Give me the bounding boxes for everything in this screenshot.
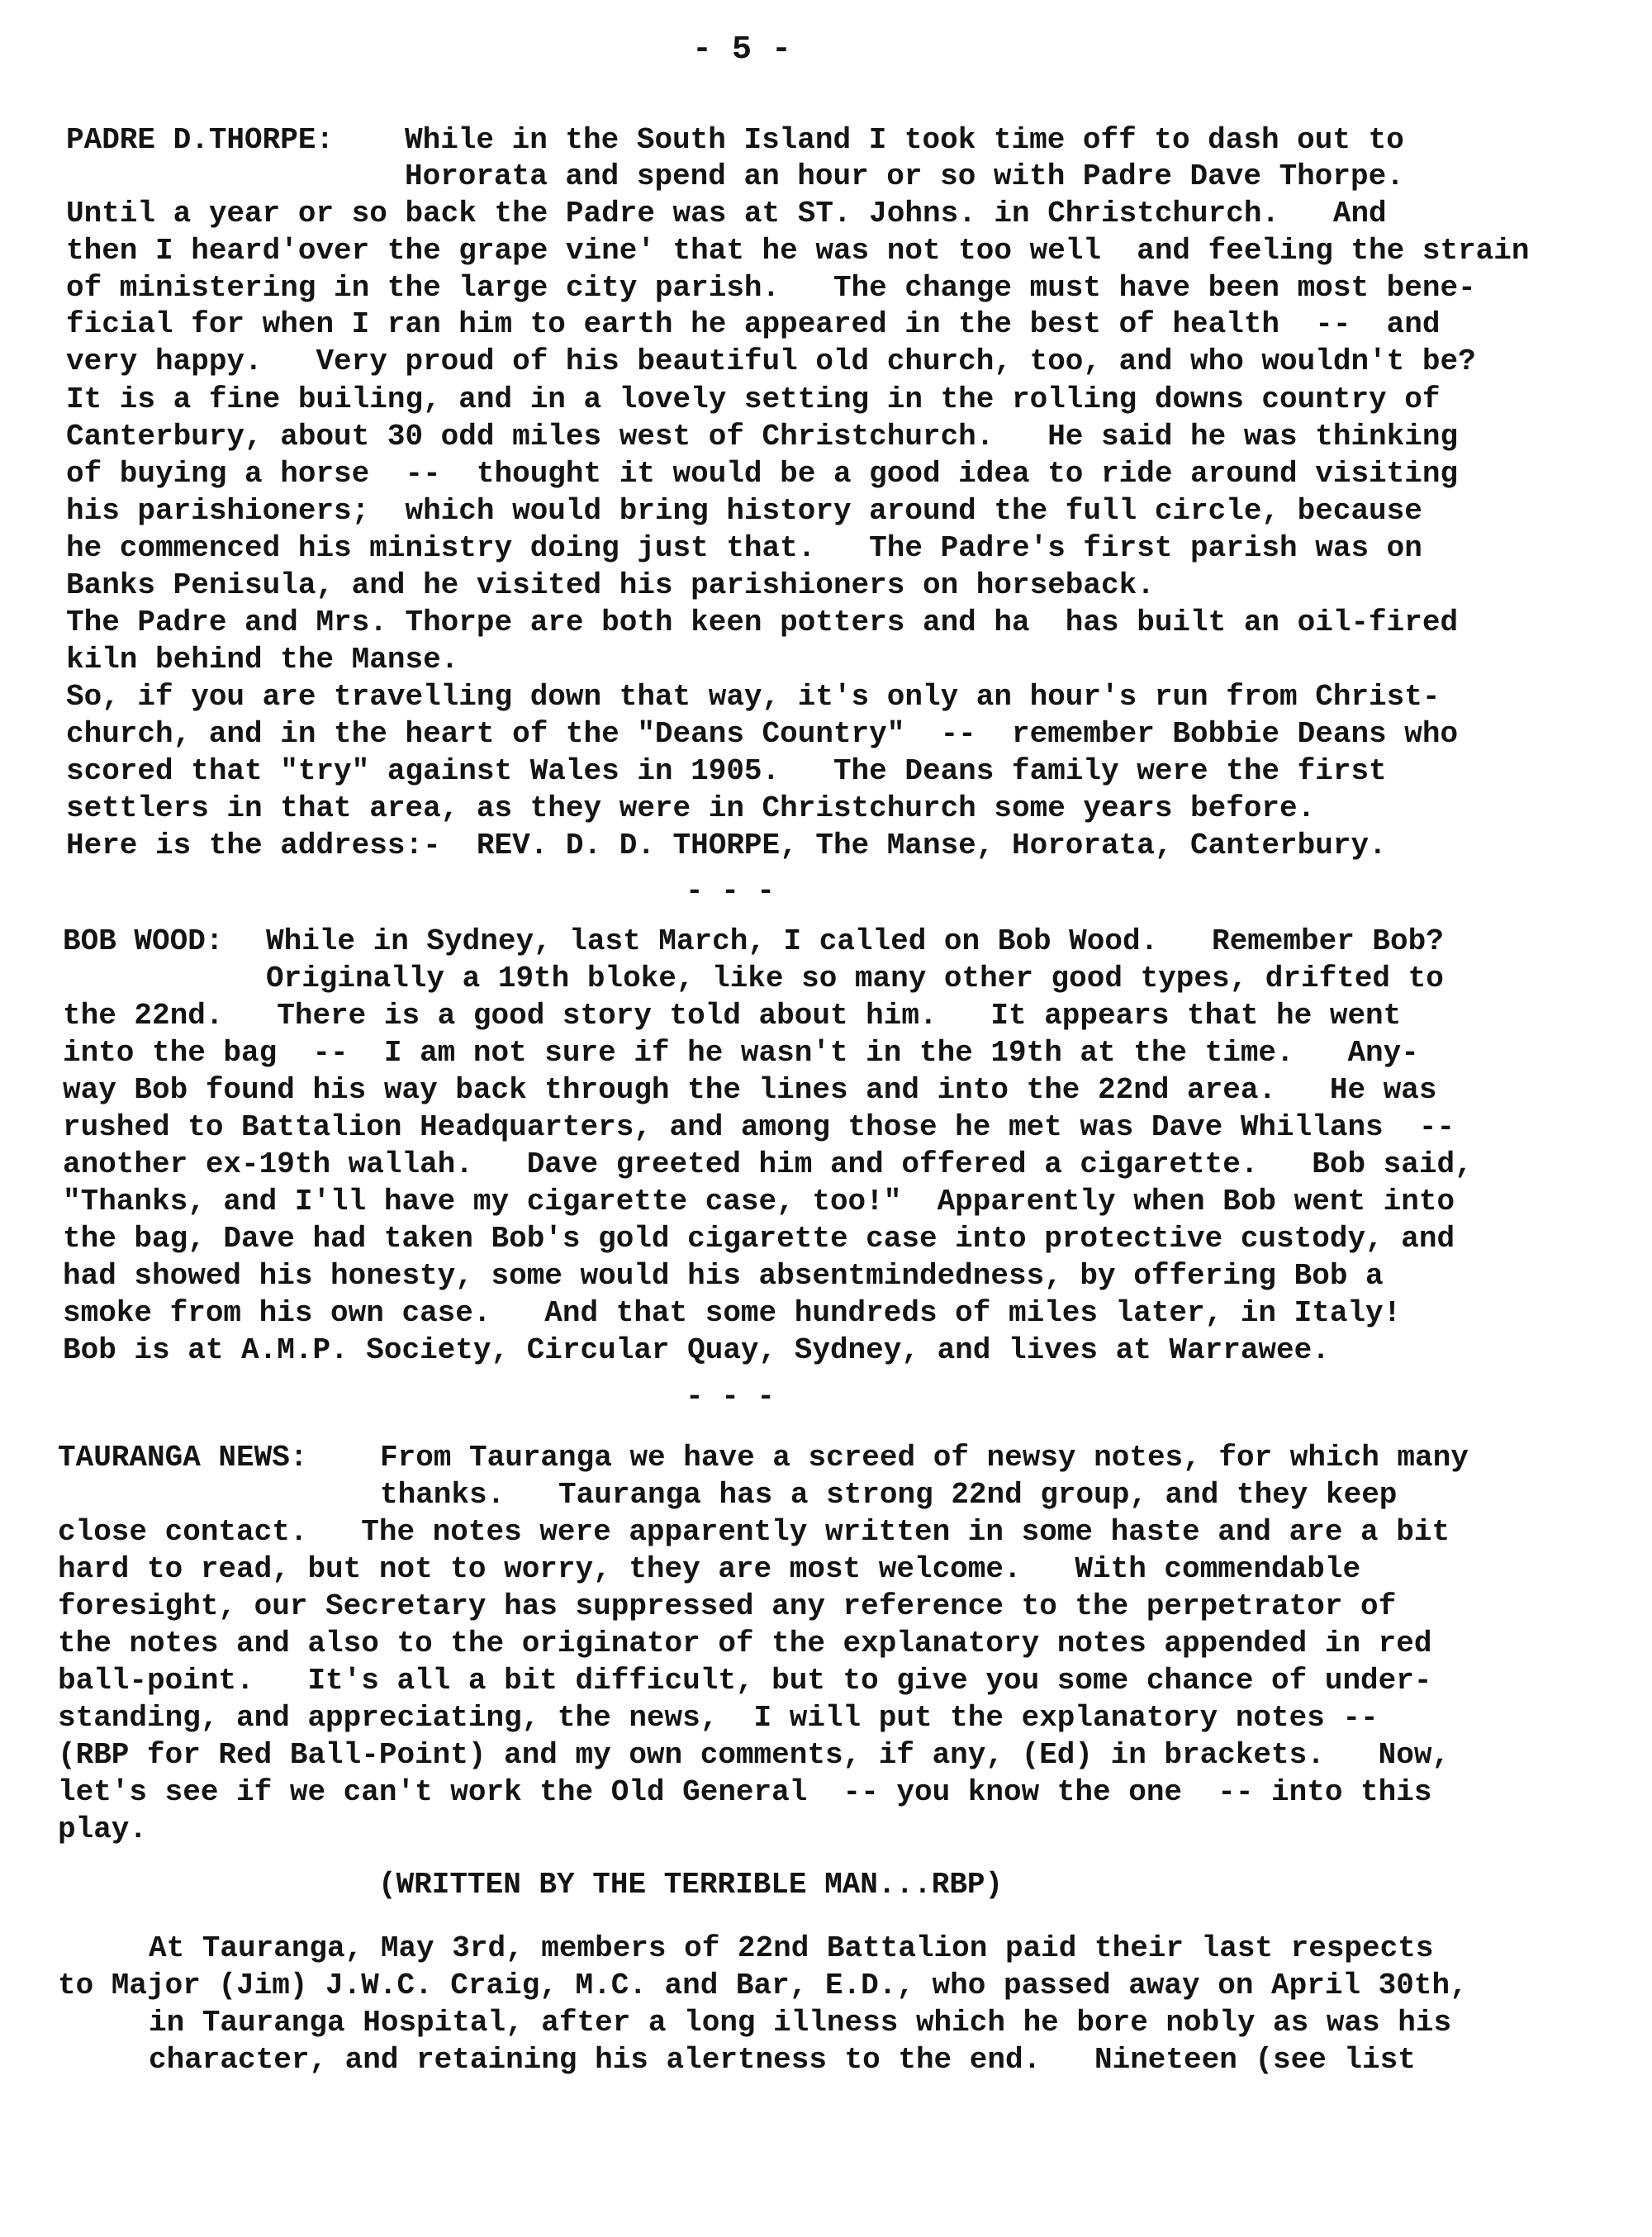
text-line: Bob is at A.M.P. Society, Circular Quay, Sydney, and lives at Warrawee. [63,1333,1330,1367]
text-line: kiln behind the Manse. [66,643,459,677]
text-line: standing, and appreciating, the news, I will put the explanatory notes -- [58,1701,1379,1735]
text-line: While in Sydney, last March, I called on Bob Wood. Remember Bob? [266,924,1444,958]
text-line: the 22nd. There is a good story told about him. It appears that he went [63,999,1402,1033]
text-line: The Padre and Mrs. Thorpe are both keen potters and ha has built an oil-fired [66,606,1459,639]
text-line: So, if you are travelling down that way, it's only an hour's run from Christ- [66,680,1441,714]
text-line: to Major (Jim) J.W.C. Craig, M.C. and Bar, E.D., who passed away on April 30th, [58,1969,1468,2002]
section-separator: - - - [686,1380,776,1413]
text-line: let's see if we can't work the Old General -- you know the one -- into this [58,1775,1432,1809]
text-line: (RBP for Red Ball-Point) and my own comments, if any, (Ed) in brackets. Now, [58,1738,1450,1772]
text-line: way Bob found his way back through the lines and into the 22nd area. He was [63,1073,1437,1107]
text-line: smoke from his own case. And that some hundreds of miles later, in Italy! [63,1296,1402,1330]
text-line: Originally a 19th bloke, like so many other good types, drifted to [266,962,1444,995]
page-number: - 5 - [692,31,792,69]
text-line: another ex-19th wallah. Dave greeted him and offered a cigarette. Bob said, [63,1147,1473,1181]
text-line: of buying a horse -- thought it would be a good idea to ride around visiting [66,457,1459,491]
text-line: "Thanks, and I'll have my cigarette case, too!" Apparently when Bob went into [63,1185,1455,1218]
subheading: (WRITTEN BY THE TERRIBLE MAN...RBP) [378,1868,1004,1902]
text-line: his parishioners; which would bring history around the full circle, because [66,494,1422,528]
text-line: At Tauranga, May 3rd, members of 22nd Battalion paid their last respects [149,1931,1434,1965]
section-heading-bob-wood: BOB WOOD: [63,924,224,958]
text-line: Banks Penisula, and he visited his parishioners on horseback. [66,568,1155,602]
text-line: church, and in the heart of the "Deans Country" -- remember Bobbie Deans who [66,717,1459,751]
text-line: settlers in that area, as they were in Christchurch some years before. [66,791,1316,825]
section-heading-thorpe: PADRE D.THORPE: [66,123,335,157]
text-line: From Tauranga we have a screed of newsy notes, for which many [380,1441,1469,1475]
text-line: he commenced his ministry doing just that. The Padre's first parish was on [66,531,1422,565]
text-line: had showed his honesty, some would his absentmindedness, by offering Bob a [63,1259,1384,1293]
section-separator: - - - [686,874,776,908]
text-line: close contact. The notes were apparently written in some haste and are a bit [58,1515,1450,1549]
text-line: thanks. Tauranga has a strong 22nd group, and they keep [380,1478,1398,1512]
text-line: the notes and also to the originator of the explanatory notes appended in red [58,1627,1432,1660]
text-line: in Tauranga Hospital, after a long illness which he bore nobly as was his [149,2006,1452,2040]
text-line: very happy. Very proud of his beautiful old church, too, and who wouldn't be? [66,344,1476,378]
text-line: ball-point. It's all a bit difficult, but to give you some chance of under- [58,1664,1432,1698]
text-line: hard to read, but not to worry, they are most welcome. With commendable [58,1552,1361,1586]
text-line: It is a fine builing, and in a lovely setting in the rolling downs country of [66,382,1441,416]
text-line: rushed to Battalion Headquarters, and among those he met was Dave Whillans -- [63,1110,1455,1144]
text-line: foresight, our Secretary has suppressed any reference to the perpetrator of [58,1589,1397,1623]
text-line: Canterbury, about 30 odd miles west of Christchurch. He said he was thinking [66,420,1459,454]
section-heading-tauranga: TAURANGA NEWS: [58,1441,308,1475]
text-line: of ministering in the large city parish. The change must have been most bene- [66,271,1476,305]
text-line: Here is the address:- REV. D. D. THORPE, The Manse, Hororata, Canterbury. [66,829,1387,862]
text-line: ficial for when I ran him to earth he appeared in the best of health -- and [66,307,1441,341]
text-line: play. [58,1812,148,1846]
text-line: Until a year or so back the Padre was at ST. Johns. in Christchurch. And [66,197,1387,230]
text-line: scored that "try" against Wales in 1905. The Deans family were the first [66,754,1387,788]
text-line: While in the South Island I took time off to dash out to [405,123,1404,157]
text-line: then I heard'over the grape vine' that he was not too well and feeling the strain [66,234,1530,268]
text-line: the bag, Dave had taken Bob's gold cigarette case into protective custody, and [63,1222,1455,1256]
text-line: into the bag -- I am not sure if he wasn't in the 19th at the time. Any- [63,1036,1419,1070]
text-line: character, and retaining his alertness to the end. Nineteen (see list [149,2043,1416,2077]
text-line: Hororata and spend an hour or so with Padre Dave Thorpe. [405,159,1404,193]
